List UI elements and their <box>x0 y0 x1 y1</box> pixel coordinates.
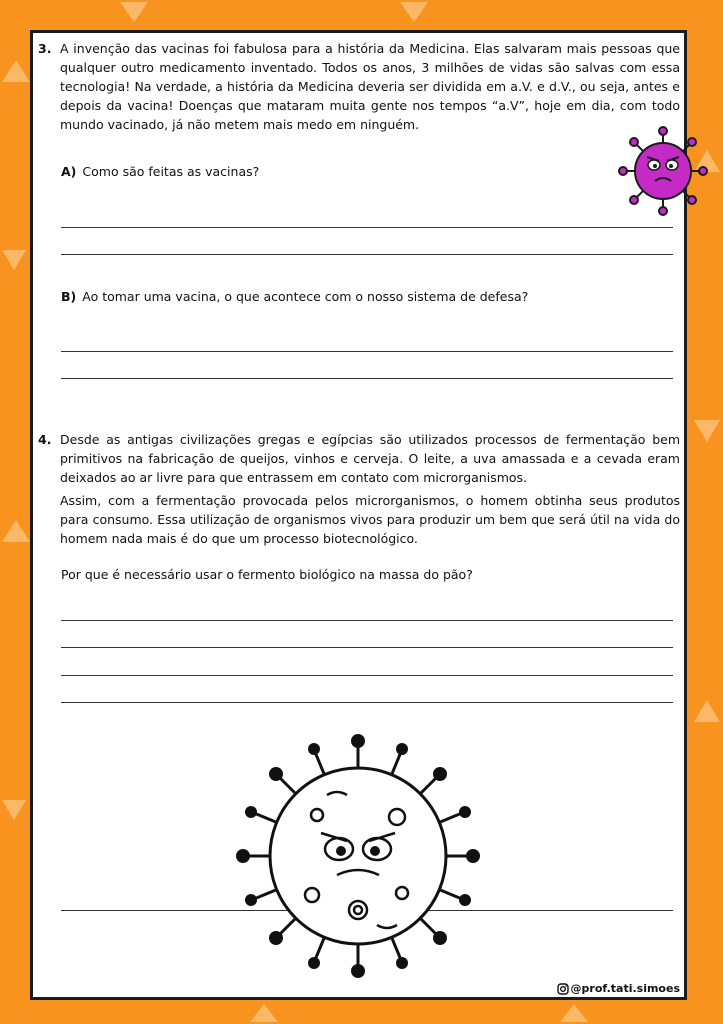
answer-line[interactable] <box>61 351 673 352</box>
question-3-number: 3. <box>38 41 52 56</box>
question-4-paragraph-1: Desde as antigas civilizações gregas e egípcias são utilizados processos de fermentação bem primitivos na fabricação de queijos, vinhos e cerveja. O leite, a uva amassada e a cevada eram deixados ao ar livre para que entrassem em contato com microrganismos. <box>60 432 680 485</box>
worksheet-page <box>30 30 687 1000</box>
answer-line[interactable] <box>61 254 673 255</box>
question-4-prompt: Por que é necessário usar o fermento biológico na massa do pão? <box>61 567 473 582</box>
answer-line[interactable] <box>61 702 673 703</box>
question-3b-text: Ao tomar uma vacina, o que acontece com o nosso sistema de defesa? <box>82 289 529 304</box>
answer-line[interactable] <box>61 227 673 228</box>
purple-virus-icon <box>617 125 709 217</box>
answer-line[interactable] <box>61 675 673 676</box>
question-3a-label: A) <box>61 164 77 179</box>
author-credit <box>557 982 680 995</box>
question-3a <box>61 164 259 179</box>
question-3 <box>38 39 678 139</box>
question-3b-label: B) <box>61 289 77 304</box>
answer-line[interactable] <box>61 620 673 621</box>
question-3-text: A invenção das vacinas foi fabulosa para a história da Medicina. Elas salvaram mais pessoas que qualquer outro medicamento inventado. Todos os anos, 3 milhões de vidas são salvas com essa tecnologia! Na verdade, a história da Medicina deveria ser dividida em a.V. e d.V., ou seja, antes e depois da vacina! Doenças que mataram muita gente nos tempos “a.V”, hoje em dia, com todo mundo vacinado, já não metem mais medo em ninguém. <box>60 41 680 132</box>
question-3a-text: Como são feitas as vacinas? <box>82 164 260 179</box>
coloring-virus-icon <box>227 725 489 987</box>
answer-line[interactable] <box>61 378 673 379</box>
author-credit-text: @prof.tati.simoes <box>570 982 680 995</box>
answer-line[interactable] <box>61 647 673 648</box>
question-3b <box>61 289 528 304</box>
question-4 <box>38 430 678 610</box>
question-4-number: 4. <box>38 432 52 447</box>
instagram-icon <box>557 983 569 995</box>
question-4-paragraph-2: Assim, com a fermentação provocada pelos microrganismos, o homem obtinha seus produtos para consumo. Essa utilização de organismos vivos para produzir um bem que será útil na vida do homem nada mais é do que um processo biotecnológico. <box>60 493 680 546</box>
